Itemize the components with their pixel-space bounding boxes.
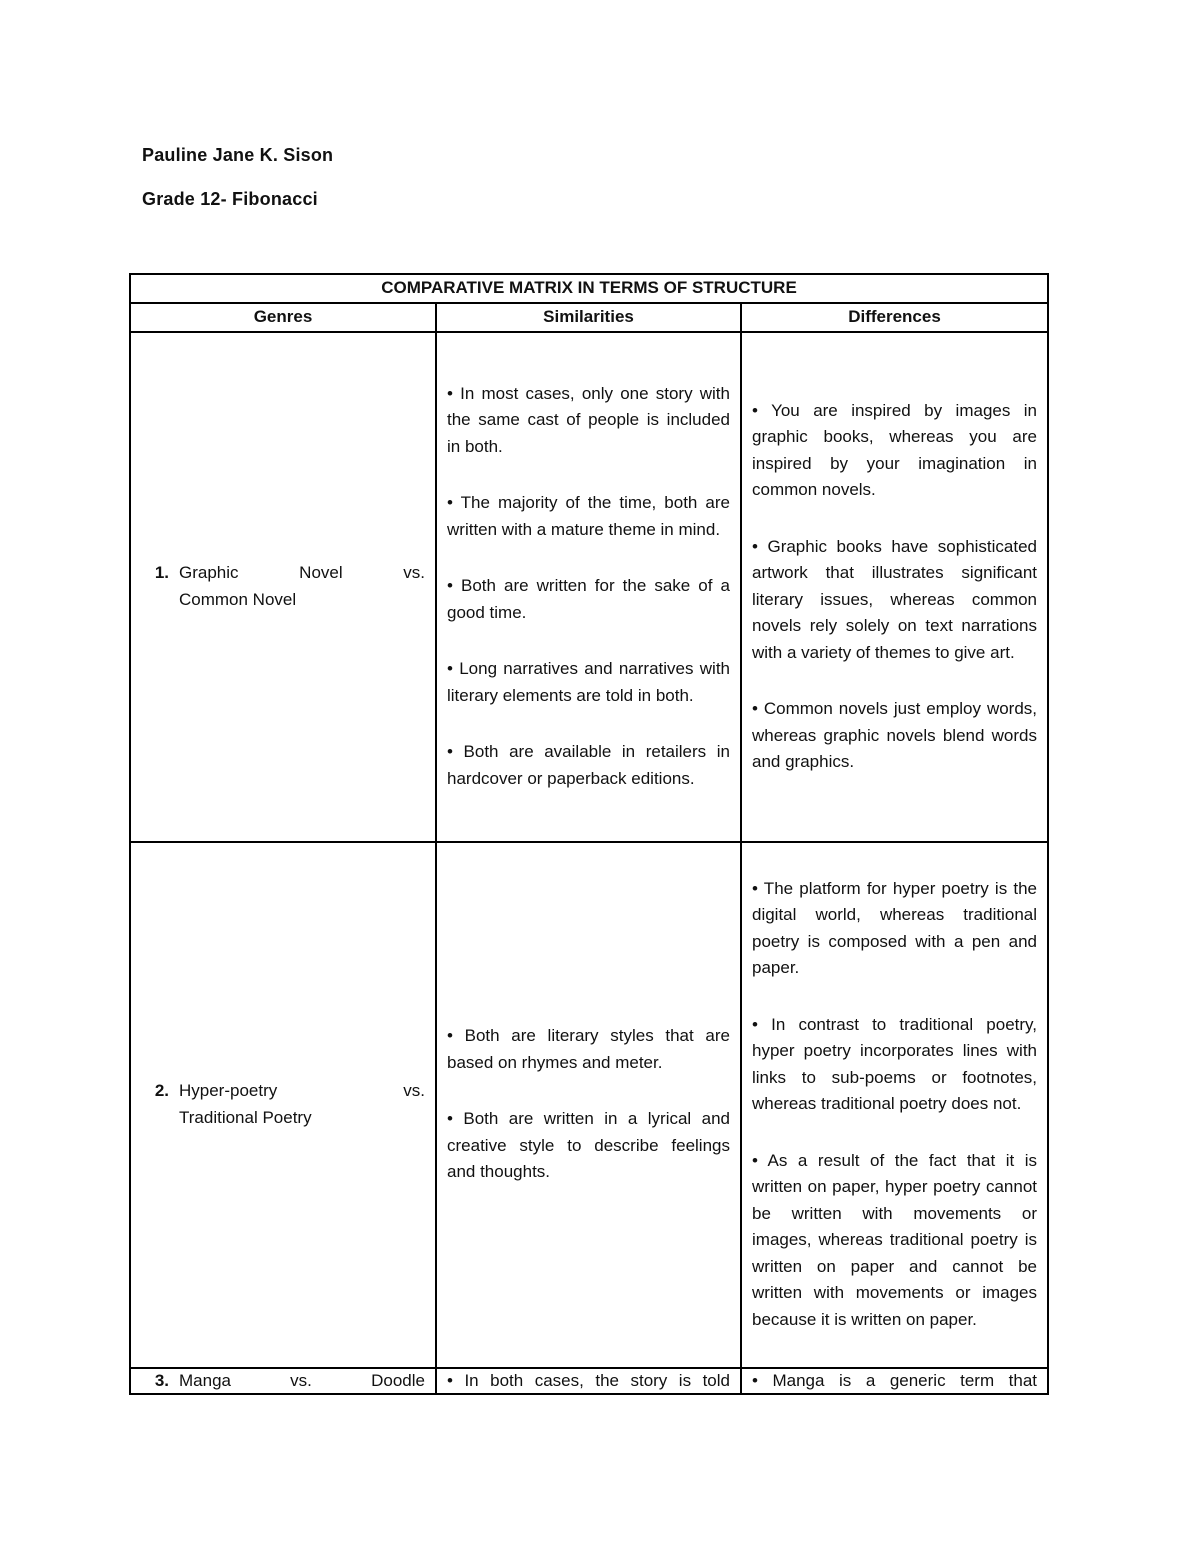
genre-cell <box>130 1368 436 1394</box>
difference-point: • Graphic books have sophisticated artwork that illustrates significant literary issues, whereas common novels rely solely on text narrations with a variety of themes to give art. <box>752 536 1038 662</box>
row-number: 3. <box>154 1370 169 1390</box>
table-row <box>130 1368 1048 1394</box>
genre-line-1: Hyper-poetry vs. <box>179 1081 425 1100</box>
genre-line-2: Traditional Poetry <box>179 1107 312 1127</box>
similarity-point: • In both cases, the story is told <box>447 1370 730 1390</box>
comparative-matrix-table <box>129 273 1049 1395</box>
similarity-point: • Both are available in retailers in hardcover or paperback editions. <box>447 742 730 788</box>
difference-point: • You are inspired by images in graphic books, whereas you are inspired by your imagination in common novels. <box>752 400 1038 499</box>
difference-point: • The platform for hyper poetry is the digital world, whereas traditional poetry is composed with a pen and paper. <box>752 878 1038 978</box>
genre-line-2: Common Novel <box>179 589 297 609</box>
genre-label: Manga vs. Doodle <box>179 1370 425 1390</box>
similarity-point: • Both are written in a lyrical and creative style to describe feelings and thoughts. <box>447 1109 730 1182</box>
difference-point: • Manga is a generic term that <box>752 1370 1038 1390</box>
grade-section: Grade 12- Fibonacci <box>142 189 318 209</box>
differences-cell <box>741 842 1048 1368</box>
similarity-point: • Long narratives and narratives with literary elements are told in both. <box>447 659 730 705</box>
differences-cell <box>741 1368 1048 1394</box>
genre-line-1: Graphic Novel vs. <box>179 563 425 582</box>
table-row <box>130 842 1048 1368</box>
similarity-point: • Both are written for the sake of a good time. <box>447 576 730 622</box>
difference-point: • In contrast to traditional poetry, hyper poetry incorporates lines with links to sub-poems or footnotes, whereas traditional poetry does not. <box>752 1014 1038 1114</box>
genre-label <box>179 1078 425 1131</box>
genre-label <box>179 560 425 613</box>
similarity-point: • In most cases, only one story with the same cast of people is included in both. <box>447 383 730 456</box>
author-name: Pauline Jane K. Sison <box>142 145 334 165</box>
difference-point: • As a result of the fact that it is written on paper, hyper poetry cannot be written with movements or images, whereas traditional poetry is written on paper and cannot be written with movements or images because it is written on paper. <box>752 1150 1038 1329</box>
row-number: 1. <box>154 563 169 582</box>
similarities-cell <box>436 842 741 1368</box>
similarity-point: • The majority of the time, both are written with a mature theme in mind. <box>447 493 730 539</box>
table-title: COMPARATIVE MATRIX IN TERMS OF STRUCTURE <box>130 274 1048 303</box>
genre-cell <box>130 332 436 842</box>
column-header-similarities: Similarities <box>436 303 741 332</box>
similarities-cell <box>436 332 741 842</box>
column-header-genres: Genres <box>130 303 436 332</box>
column-header-differences: Differences <box>741 303 1048 332</box>
differences-cell <box>741 332 1048 842</box>
row-number: 2. <box>154 1081 169 1100</box>
similarities-cell <box>436 1368 741 1394</box>
similarity-point: • Both are literary styles that are based on rhymes and meter. <box>447 1026 730 1072</box>
table-header-row <box>130 303 1048 332</box>
difference-point: • Common novels just employ words, whereas graphic novels blend words and graphics. <box>752 699 1038 771</box>
table-row <box>130 332 1048 842</box>
table-title-row <box>130 274 1048 303</box>
genre-cell <box>130 842 436 1368</box>
